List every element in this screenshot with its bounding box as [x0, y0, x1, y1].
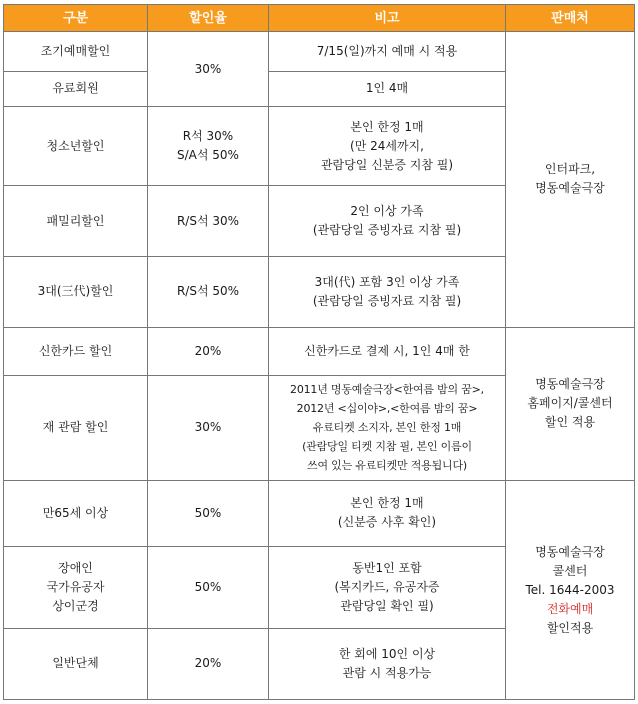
- category-cell: 조기예매할인: [4, 32, 148, 72]
- note-cell: 본인 한정 1매 (만 24세까지, 관람당일 신분증 지참 필): [269, 107, 506, 186]
- note-cell: 한 회에 10인 이상 관람 시 적용가능: [269, 628, 506, 699]
- note-cell: 1인 4매: [269, 71, 506, 106]
- note-cell: 2인 이상 가족 (관람당일 증빙자료 지참 필): [269, 186, 506, 257]
- discount-table: [3, 4, 635, 700]
- header-rate: 할인율: [148, 5, 269, 32]
- table-row: [4, 481, 635, 547]
- note-cell: 7/15(일)까지 예매 시 적용: [269, 32, 506, 72]
- category-cell: 청소년할인: [4, 107, 148, 186]
- category-cell: 장애인 국가유공자 상이군경: [4, 546, 148, 628]
- note-cell: 3대(代) 포함 3인 이상 가족 (관람당일 증빙자료 지참 필): [269, 257, 506, 328]
- note-cell: 본인 한정 1매 (신분증 사후 확인): [269, 481, 506, 547]
- phone-booking-highlight: 전화예매: [546, 601, 594, 616]
- rate-cell: 50%: [148, 546, 269, 628]
- rate-cell: R석 30% S/A석 50%: [148, 107, 269, 186]
- rate-cell: 30%: [148, 375, 269, 480]
- header-vendor: 판매처: [506, 5, 635, 32]
- note-cell: 동반1인 포함 (복지카드, 유공자증 관람당일 확인 필): [269, 546, 506, 628]
- header-category: 구분: [4, 5, 148, 32]
- table-row: [4, 32, 635, 72]
- rate-cell: R/S석 30%: [148, 186, 269, 257]
- vendor-interpark: 인터파크, 명동예술극장: [506, 32, 635, 328]
- header-row: [4, 5, 635, 32]
- category-cell: 신한카드 할인: [4, 327, 148, 375]
- rate-cell: 50%: [148, 481, 269, 547]
- category-cell: 만65세 이상: [4, 481, 148, 547]
- rate-cell: 30%: [148, 32, 269, 107]
- category-cell: 3대(三代)할인: [4, 257, 148, 328]
- category-cell: 유료회원: [4, 71, 148, 106]
- header-note: 비고: [269, 5, 506, 32]
- rate-cell: 20%: [148, 327, 269, 375]
- rate-cell: R/S석 50%: [148, 257, 269, 328]
- note-cell: 신한카드로 결제 시, 1인 4매 한: [269, 327, 506, 375]
- vendor-callcenter: 명동예술극장 콜센터 Tel. 1644-2003 전화예매 할인적용: [506, 481, 635, 700]
- category-cell: 재 관람 할인: [4, 375, 148, 480]
- category-cell: 패밀리할인: [4, 186, 148, 257]
- vendor-homepage: 명동예술극장 홈페이지/콜센터 할인 적용: [506, 327, 635, 480]
- note-cell: 2011년 명동예술극장<한여름 밤의 꿈>, 2012년 <십이야>,<한여름 밤의 꿈> 유료티켓 소지자, 본인 한정 1매 (관람당일 티켓 지참 필, 본인 이름이 쓰여 있는 유료티켓만 적용됩니다): [269, 375, 506, 480]
- rate-cell: 20%: [148, 628, 269, 699]
- category-cell: 일반단체: [4, 628, 148, 699]
- table-row: [4, 327, 635, 375]
